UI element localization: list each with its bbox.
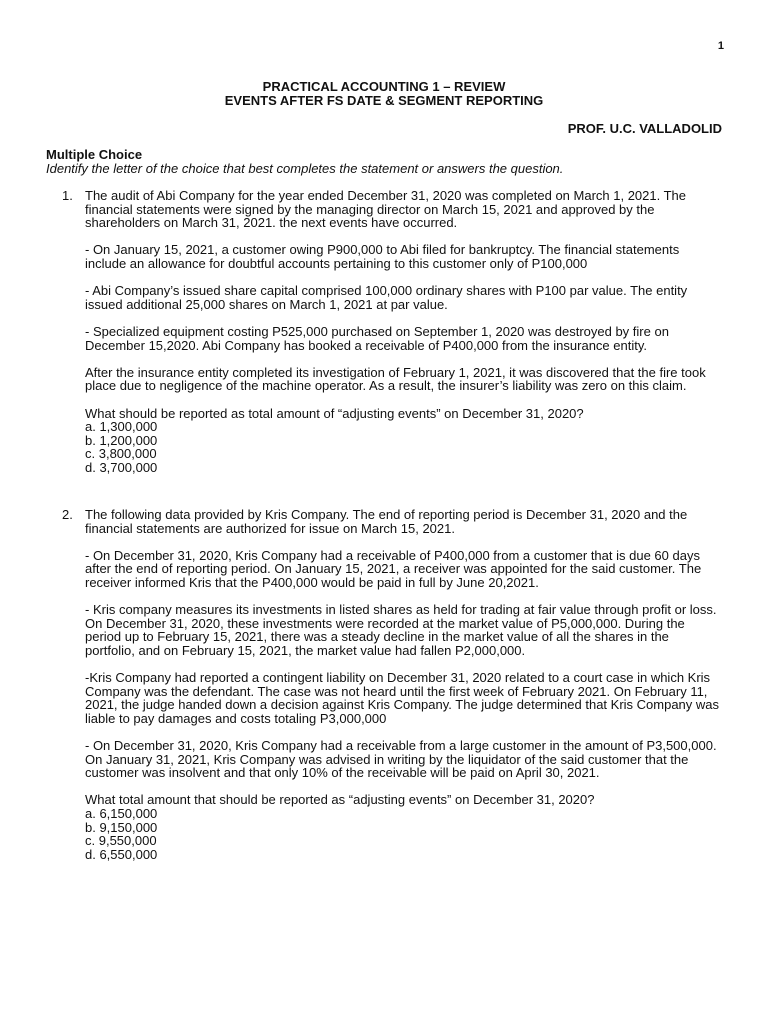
question-number: 1.	[62, 188, 73, 203]
question-paragraph: - On January 15, 2021, a customer owing P900,000 to Abi filed for bankruptcy. The financial statements include an allowance for doubtful accounts pertaining to this customer only of P100,000	[85, 242, 680, 271]
question-paragraph: The following data provided by Kris Company. The end of reporting period is December 31, 2020 and the financial statements are authorized for issue on March 15, 2021.	[85, 507, 688, 536]
question-paragraph: - On December 31, 2020, Kris Company had a receivable of P400,000 from a customer that is due 60 days after the end of reporting period. On January 15, 2021, a receiver was appointed for the said customer. The receiver informed Kris that the P400,000 would be paid in full by June 20,2021.	[85, 547, 702, 590]
question-number: 2.	[62, 507, 73, 522]
question-paragraph: The audit of Abi Company for the year ended December 31, 2020 was completed on March 1, 2021. The financial statements were signed by the managing director on March 15, 2021 and approved by the shareholders on March 31, 2021. the next events have occurred.	[85, 188, 687, 231]
question-paragraph: - Specialized equipment costing P525,000 purchased on September 1, 2020 was destroyed by fire on December 15,2020. Abi Company has booked a receivable of P400,000 from the insurance entity.	[85, 323, 669, 353]
choice-a: a. 1,300,000	[85, 419, 158, 435]
choice-d: d. 3,700,000	[85, 459, 158, 475]
choice-a: a. 6,150,000	[85, 806, 158, 822]
question-paragraph: -Kris Company had reported a contingent liability on December 31, 2020 related to a court case in which Kris Company was the defendant. The case was not heard until the first week of February 2021. On February 11, 2021, the judge handed down a decision against Kris Company. The judge determined that Kris Company was liable to pay damages and costs totaling P3,000,000	[85, 670, 720, 726]
question-2	[62, 508, 722, 861]
section-heading: Multiple Choice	[46, 147, 143, 162]
question-1	[62, 189, 722, 474]
choice-b: b. 9,150,000	[85, 819, 158, 835]
choice-c: c. 3,800,000	[85, 446, 157, 462]
document-title	[0, 80, 768, 108]
choice-b: b. 1,200,000	[85, 432, 158, 448]
question-paragraph: - Abi Company’s issued share capital comprised 100,000 ordinary shares with P100 par value. The entity issued additional 25,000 shares on March 1, 2021 at par value.	[85, 283, 688, 312]
question-paragraph: After the insurance entity completed its investigation of February 1, 2021, it was discovered that the fire took place due to negligence of the machine operator. As a result, the insurer’s liability was zero on this claim.	[85, 364, 706, 394]
question-prompt: What should be reported as total amount of “adjusting events” on December 31, 2020?	[85, 405, 584, 421]
section-instruction-text: Identify the letter of the choice that best completes the statement or answers the question.	[46, 160, 564, 176]
title-line-1: PRACTICAL ACCOUNTING 1 – REVIEW	[262, 79, 506, 94]
title-line-2: EVENTS AFTER FS DATE & SEGMENT REPORTING	[224, 93, 544, 108]
section-instructions	[46, 148, 726, 175]
answer-choices	[85, 807, 722, 861]
question-paragraph: - Kris company measures its investments in listed shares as held for trading at fair value through profit or loss. On December 31, 2020, these investments were recorded at the market value of P5,000,000. During the period up to February 15, 2021, there was a steady decline in the market value of all the shares in the portfolio, and on February 15, 2021, the market value had fallen P2,000,000.	[85, 602, 717, 658]
choice-c: c. 9,550,000	[85, 833, 157, 849]
choice-d: d. 6,550,000	[85, 846, 158, 862]
author-name: PROF. U.C. VALLADOLID	[567, 121, 722, 136]
question-prompt: What total amount that should be reported as “adjusting events” on December 31, 2020?	[85, 792, 595, 808]
question-paragraph: - On December 31, 2020, Kris Company had a receivable from a large customer in the amount of P3,500,000. On January 31, 2021, Kris Company was advised in writing by the liquidator of the said customer that the customer was insolvent and that only 10% of the receivable will be paid on April 30, 2021.	[85, 738, 717, 781]
answer-choices	[85, 420, 722, 474]
page-number: 1	[717, 40, 724, 52]
